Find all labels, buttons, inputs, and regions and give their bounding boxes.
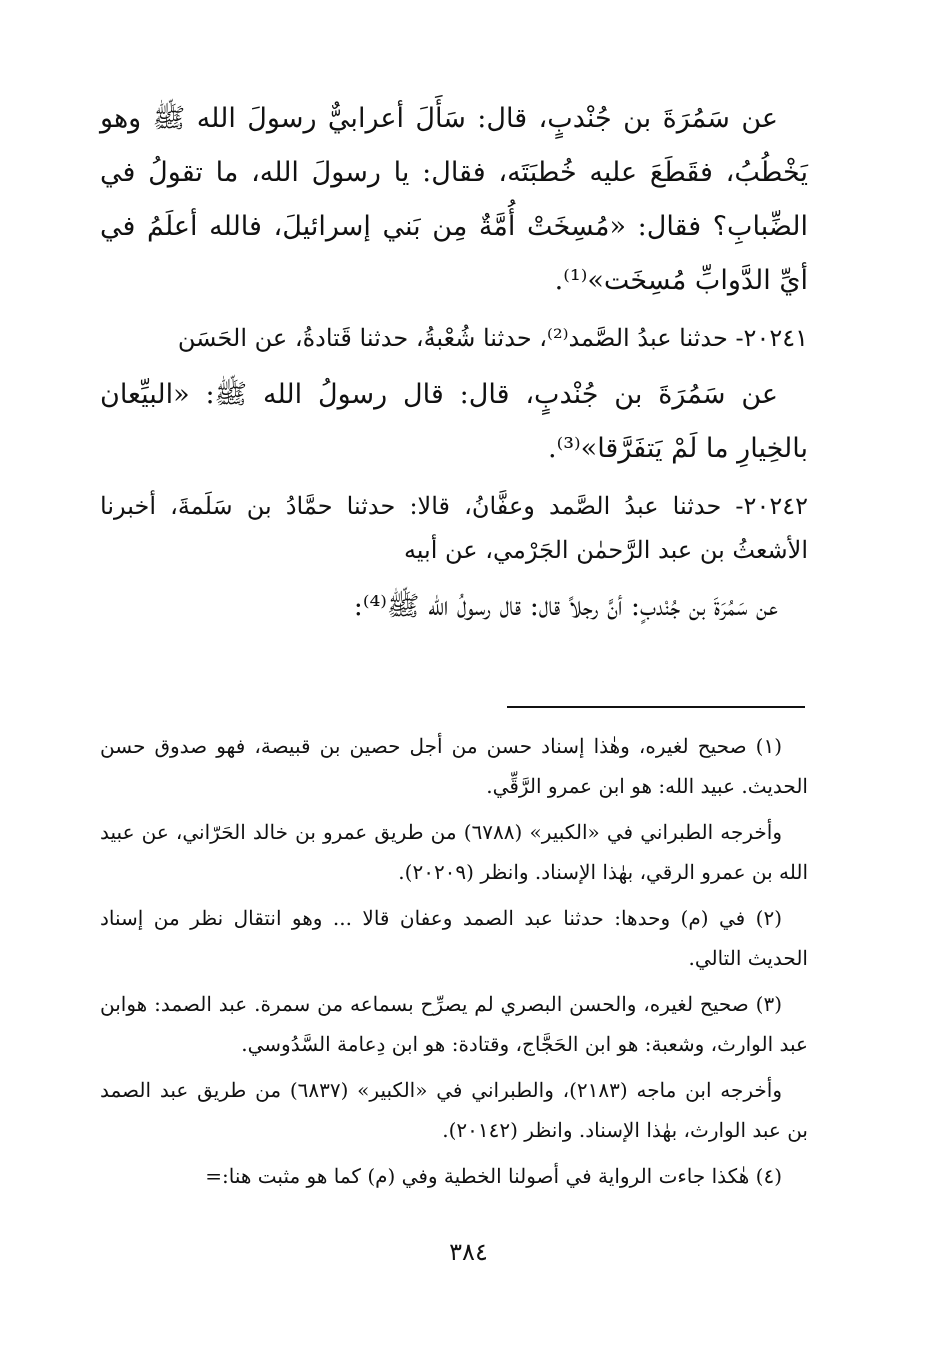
footnote: (١) صحيح لغيره، وهٰذا إسناد حسن من أجل حصين بن قبيصة، فهو صدوق حسن الحديث. عبيد الله: هو ابن عمرو الرَّقِّي. (100, 734, 808, 798)
hadith-isnad-20241: ٢٠٢٤١- حدثنا عبدُ الصَّمد⁽²⁾، حدثنا شُعْبةُ، حدثنا قَتادةُ، عن الحَسَن (177, 324, 808, 352)
hadith-text-paragraph: عن سَمُرَةَ بن جُنْدبٍ: أنَّ رجلاً قال: قال رسولُ الله ﷺ⁽⁴⁾: (353, 591, 778, 622)
hadith-isnad-20242: ٢٠٢٤٢- حدثنا عبدُ الصَّمد وعفَّانُ، قالا: حدثنا حمَّادُ بن سَلَمةَ، أخبرنا الأشعثُ بن عبد الرَّحمٰن الجَرْمي، عن أبيه (100, 492, 808, 564)
footnote: وأخرجه الطبراني في «الكبير» (٦٧٨٨) من طريق عمرو بن خالد الحَرّاني، عن عبيد الله بن عمرو الرقي، بهٰذا الإسناد. وانظر (٢٠٢٠٩). (100, 820, 808, 884)
footnote-divider (507, 706, 805, 708)
footnote: (٣) صحيح لغيره، والحسن البصري لم يصرِّح بسماعه من سمرة. عبد الصمد: هوابن عبد الوارث، وشعبة: هو ابن الحَجَّاج، وقتادة: هو ابن دِعامة السَّدُوسي. (100, 992, 808, 1056)
footnote: (٤) هٰكذا جاءت الرواية في أصولنا الخطية وفي (م) كما هو مثبت هنا:= (205, 1164, 782, 1188)
hadith-text-paragraph: عن سَمُرَةَ بن جُنْدبٍ، قال: سَأَلَ أعرابيٌّ رسولَ الله ﷺ وهو يَخْطُبُ، فقَطَعَ عليه خُطبَتَه، فقال: يا رسولَ الله، ما تقولُ في الضِّبابِ؟ فقال: «مُسِخَتْ أُمَّةٌ مِن بَني إسرائيلَ، فالله أعلَمُ في أيِّ الدَّوابِّ مُسِخَت»⁽¹⁾. (100, 103, 808, 296)
hadith-text-paragraph: عن سَمُرَةَ بن جُنْدبٍ، قال: قال رسولُ الله ﷺ: «البيِّعان بالخِيارِ ما لَمْ يَتفَرَّقا»⁽³⁾. (100, 379, 808, 464)
footnote: وأخرجه ابن ماجه (٢١٨٣)، والطبراني في «الكبير» (٦٨٣٧) من طريق عبد الصمد بن عبد الوارث، بهٰذا الإسناد. وانظر (٢٠١٤٢). (100, 1078, 808, 1142)
footnote: (٢) في (م) وحدها: حدثنا عبد الصمد وعفان قالا ... وهو انتقال نظر من إسناد الحديث التالي. (100, 906, 808, 970)
footnotes (100, 726, 808, 1202)
main-text (100, 92, 808, 642)
page-number: ٣٨٤ (449, 1238, 488, 1266)
